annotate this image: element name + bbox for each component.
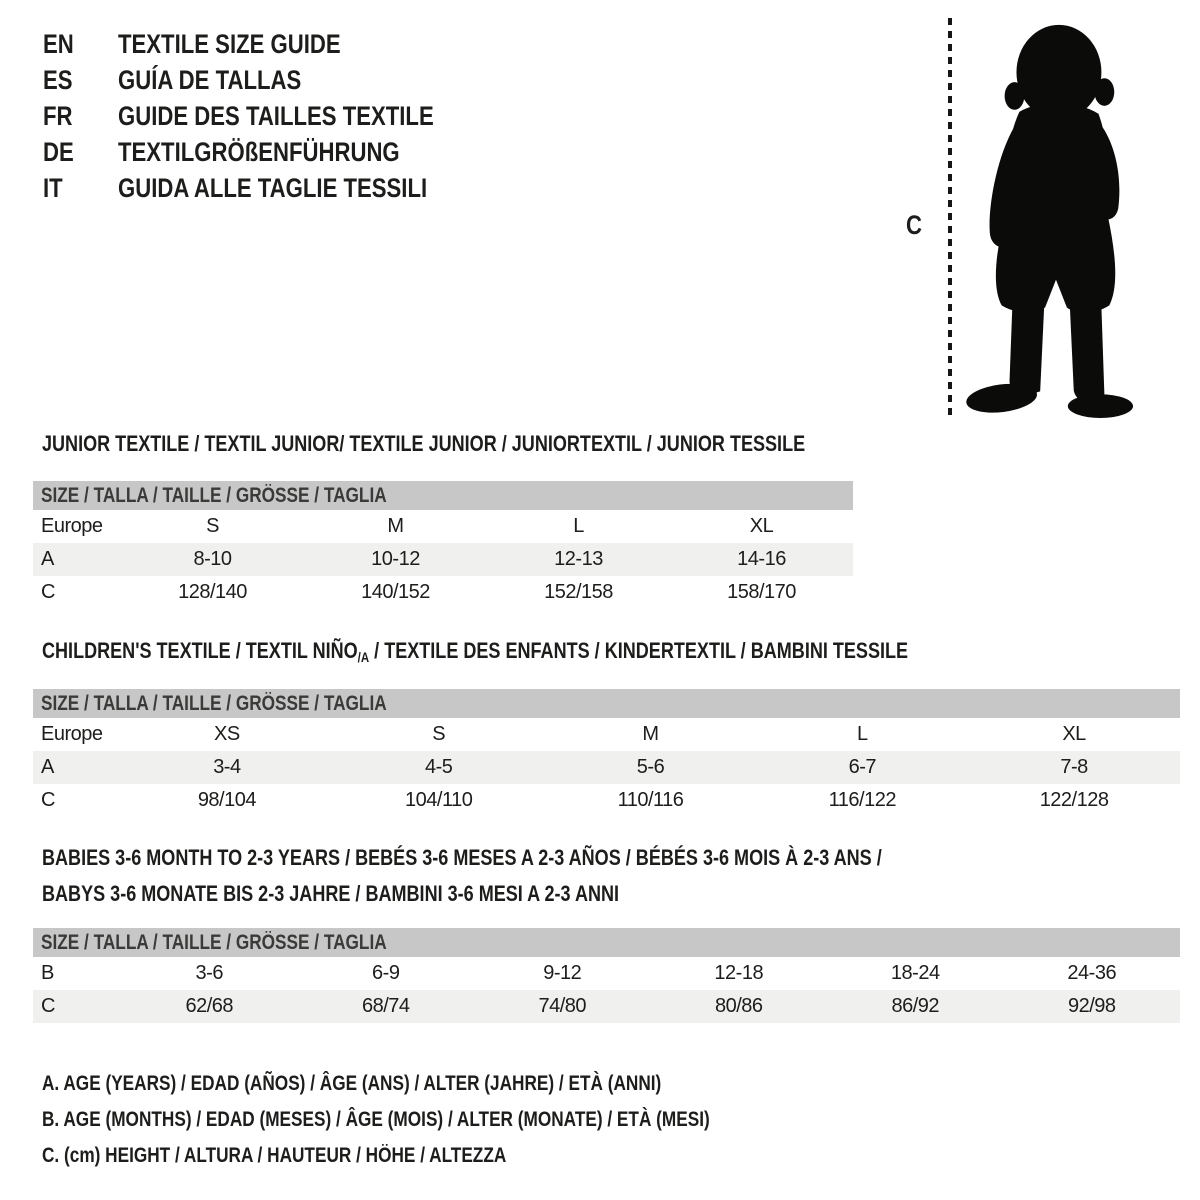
- table-row: [33, 784, 1180, 817]
- table-cell: 98/104: [197, 789, 256, 811]
- table-cell: 8-10: [193, 548, 232, 570]
- table-row: [33, 957, 1180, 990]
- children-section-title: CHILDREN'S TEXTILE / TEXTIL $NIÑO_{/A}$ / TEXTILE DES ENFANTS / KINDERTEXTIL / BAMBINI TESSILE: [42, 638, 909, 665]
- table-cell: 104/110: [405, 789, 473, 811]
- guide-title: TEXTILGRÖßENFÜHRUNG: [118, 137, 400, 167]
- table-cell: 140/152: [361, 581, 430, 603]
- table-cell: Europe: [41, 515, 103, 537]
- table-cell: 14-16: [737, 548, 786, 570]
- table-cell: Europe: [41, 723, 103, 745]
- table-row: [33, 543, 853, 576]
- legend-age-years: A. AGE (YEARS) / EDAD (AÑOS) / ÂGE (ANS) / ALTER (JAHRE) / ETÀ (ANNI): [42, 1072, 662, 1095]
- size-header-bar: SIZE / TALLA / TAILLE / GRÖSSE / TAGLIA: [33, 481, 853, 510]
- language-code: EN: [43, 29, 74, 59]
- size-header-bar: SIZE / TALLA / TAILLE / GRÖSSE / TAGLIA: [33, 928, 1180, 957]
- junior-section-title: JUNIOR TEXTILE / TEXTIL JUNIOR/ TEXTILE JUNIOR / JUNIORTEXTIL / JUNIOR TESSILE: [42, 431, 806, 456]
- babies-section-title-line2: BABYS 3-6 MONATE BIS 2-3 JAHRE / BAMBINI 3-6 MESI A 2-3 ANNI: [42, 881, 620, 906]
- table-cell: M: [642, 723, 659, 745]
- table-cell: 4-5: [424, 756, 453, 778]
- guide-title: GUIDE DES TAILLES TEXTILE: [118, 101, 434, 131]
- table-cell: S: [206, 515, 219, 537]
- table-row: [33, 990, 1180, 1023]
- table-cell: B: [41, 962, 54, 984]
- table-cell: 12-18: [714, 962, 764, 984]
- babies-section-title-line1: BABIES 3-6 MONTH TO 2-3 YEARS / BEBÉS 3-6 MESES A 2-3 AÑOS / BÉBÉS 3-6 MOIS À 2-3 ANS /: [42, 845, 882, 870]
- language-code: ES: [43, 65, 73, 95]
- table-cell: 18-24: [890, 962, 940, 984]
- table-cell: 110/116: [617, 789, 684, 811]
- height-measure-dashed-line: [948, 18, 952, 416]
- guide-title: TEXTILE SIZE GUIDE: [118, 29, 341, 59]
- table-row: [33, 576, 853, 609]
- table-cell: 5-6: [636, 756, 665, 778]
- table-cell: S: [432, 723, 446, 745]
- table-cell: M: [387, 515, 404, 537]
- table-cell: 152/158: [544, 581, 613, 603]
- children-size-table: [33, 689, 1180, 817]
- guide-title: GUÍA DE TALLAS: [118, 65, 302, 95]
- table-cell: 128/140: [178, 581, 247, 603]
- size-header-bar: SIZE / TALLA / TAILLE / GRÖSSE / TAGLIA: [33, 689, 1180, 718]
- table-cell: 116/122: [828, 789, 896, 811]
- table-cell: 10-12: [371, 548, 420, 570]
- table-cell: 9-12: [543, 962, 582, 984]
- table-cell: 3-6: [195, 962, 223, 984]
- height-measure-label: C: [906, 210, 922, 240]
- babies-size-table: [33, 928, 1180, 1023]
- nino-a-subscript: /A: [357, 649, 370, 665]
- table-cell: XL: [749, 515, 774, 537]
- table-cell: A: [41, 548, 54, 570]
- table-cell: XS: [214, 723, 240, 745]
- table-row: [33, 718, 1180, 751]
- table-cell: 158/170: [727, 581, 796, 603]
- table-row: [33, 510, 853, 543]
- legend-age-months: B. AGE (MONTHS) / EDAD (MESES) / ÂGE (MOIS) / ALTER (MONATE) / ETÀ (MESI): [42, 1108, 710, 1131]
- table-cell: 6-9: [372, 962, 400, 984]
- legend-height-cm: C. (cm) HEIGHT / ALTURA / HAUTEUR / HÖHE / ALTEZZA: [42, 1144, 507, 1167]
- table-cell: L: [573, 515, 584, 537]
- guide-title: GUIDA ALLE TAGLIE TESSILI: [118, 173, 428, 203]
- table-cell: 74/80: [538, 995, 587, 1017]
- table-cell: 68/74: [361, 995, 410, 1017]
- table-cell: C: [41, 789, 55, 811]
- table-cell: 122/128: [1039, 789, 1109, 811]
- table-cell: C: [41, 995, 55, 1017]
- table-cell: L: [856, 723, 868, 745]
- table-cell: 7-8: [1060, 756, 1088, 778]
- table-cell: C: [41, 581, 55, 603]
- table-cell: 6-7: [848, 756, 876, 778]
- toddler-silhouette-icon: [960, 13, 1148, 418]
- table-cell: 3-4: [213, 756, 241, 778]
- table-cell: XL: [1062, 723, 1086, 745]
- table-cell: A: [41, 756, 54, 778]
- table-cell: 86/92: [891, 995, 940, 1017]
- language-code: FR: [43, 101, 73, 131]
- table-row: [33, 751, 1180, 784]
- table-cell: 24-36: [1067, 962, 1117, 984]
- table-cell: 62/68: [185, 995, 234, 1017]
- table-cell: 92/98: [1067, 995, 1116, 1017]
- table-cell: 80/86: [714, 995, 763, 1017]
- junior-size-table: [33, 481, 853, 609]
- language-code: IT: [43, 173, 63, 203]
- language-code: DE: [43, 137, 74, 167]
- table-cell: 12-13: [554, 548, 603, 570]
